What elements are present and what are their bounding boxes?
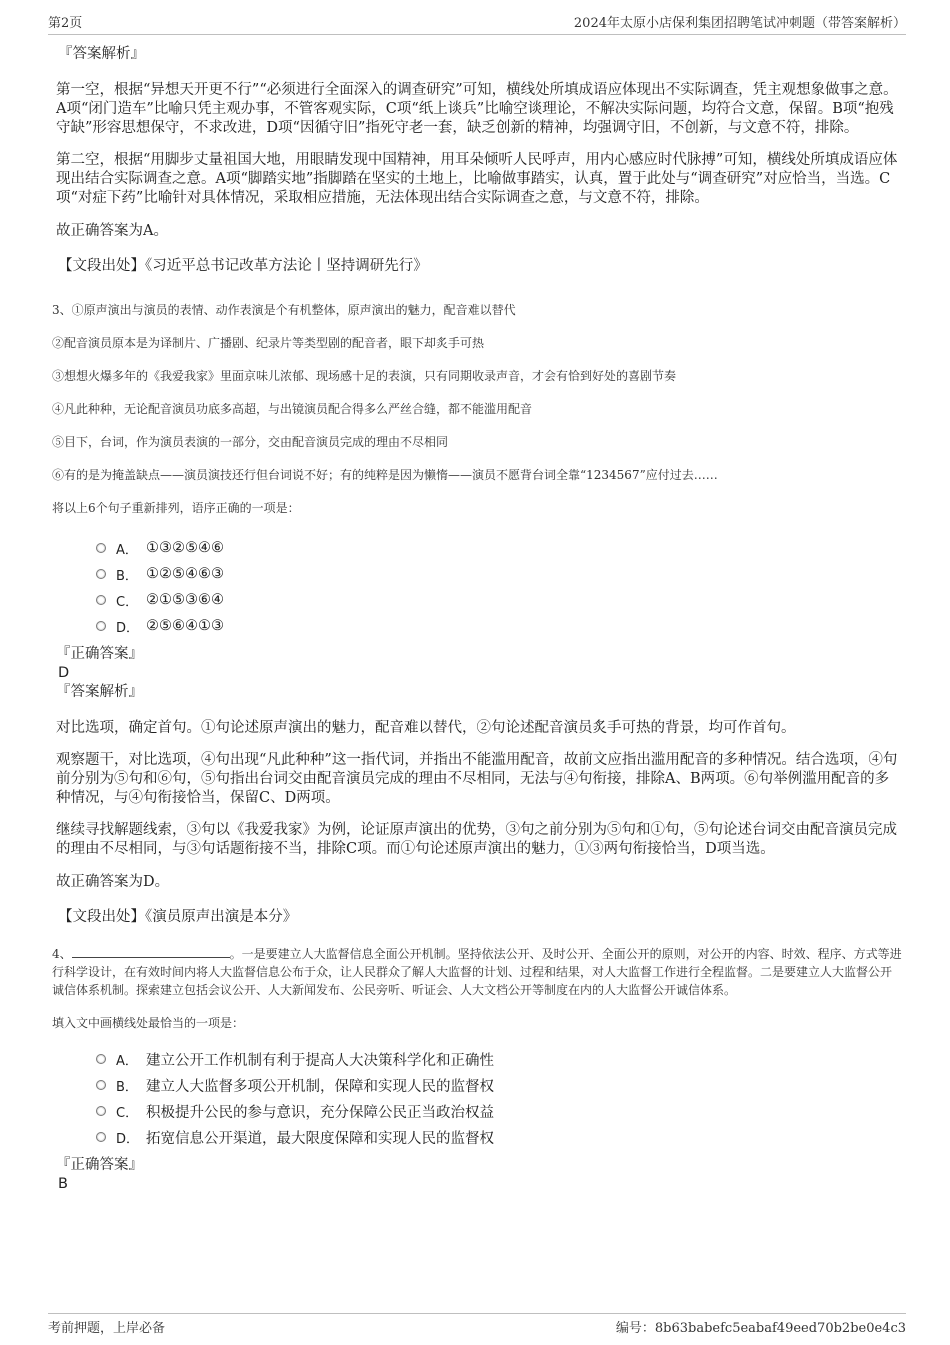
q3-sentence-3: ③想想火爆多年的《我爱我家》里面京味儿浓郁、现场感十足的表演，只有同期收录声音，才会有恰到好处的喜剧节奏 — [52, 369, 677, 383]
q3-analysis-p2: 观察题干，对比选项，④句出现“凡此种种”这一指代词，并指出不能滥用配音，故前文应指出滥用配音的多种情况。结合选项，④句前分别为⑤句和⑥句，⑤句指出台词交由配音演员完成的理由不尽相同，无法与④句衔接，排除A、B两项。⑥句举例滥用配音的多种情况，与④句衔接恰当，保留C、D两项。 — [56, 752, 898, 806]
radio-icon[interactable] — [96, 569, 106, 579]
page-footer — [48, 1313, 906, 1337]
q4-options — [96, 1046, 902, 1150]
radio-icon[interactable] — [96, 1132, 106, 1142]
q2-conclusion: 故正确答案为A。 — [56, 223, 168, 239]
q4-option-c[interactable]: C． 积极提升公民的参与意识，充分保障公民正当政治权益 — [96, 1098, 902, 1124]
q2-analysis-p2: 第二空，根据“用脚步丈量祖国大地，用眼睛发现中国精神，用耳朵倾听人民呼声，用内心感应时代脉搏”可知，横线处所填成语应体现出结合实际调查之意。A项“脚踏实地”指脚踏在坚实的土地上，比喻做事踏实，认真，置于此处与“调查研究”对应恰当，当选。C项“对症下药”比喻针对具体情况，采取相应措施，无法体现出结合实际调查之意，与文意不符，排除。 — [56, 152, 898, 206]
q3-option-b[interactable]: B． ①②⑤④⑥③ — [96, 561, 902, 587]
q3-conclusion: 故正确答案为D。 — [56, 874, 170, 890]
page-number: 第2页 — [48, 16, 83, 31]
q3-analysis-p3: 继续寻找解题线索，③句以《我爱我家》为例，论证原声演出的优势，③句之前分别为⑤句和①句，⑤句论述台词交由配音演员完成的理由不尽相同，与③句话题衔接不当，排除C项。而①句论述原声演出的魅力，①③两句衔接恰当，D项当选。 — [56, 822, 897, 857]
q4-option-d[interactable]: D． 拓宽信息公开渠道，最大限度保障和实现人民的监督权 — [96, 1124, 902, 1150]
q4-prompt: 填入文中画横线处最恰当的一项是： — [52, 1016, 245, 1030]
q3-answer-heading: 『正确答案』 — [56, 646, 143, 662]
document-id: 编号：8b63babefc5eabaf49eed70b2be0e4c3 — [615, 1321, 906, 1336]
fill-in-blank[interactable] — [72, 945, 230, 958]
radio-icon[interactable] — [96, 621, 106, 631]
document-title: 2024年太原小店保利集团招聘笔试冲刺题（带答案解析） — [573, 16, 906, 31]
q3-analysis-heading: 『答案解析』 — [56, 684, 143, 700]
q3-sentence-4: ④凡此种种，无论配音演员功底多高超，与出镜演员配合得多么严丝合缝，都不能滥用配音 — [52, 402, 533, 416]
q4-option-b[interactable]: B． 建立人大监督多项公开机制，保障和实现人民的监督权 — [96, 1072, 902, 1098]
q4-passage: 4、 。一是要建立人大监督信息全面公开机制。坚持依法公开、及时公开、全面公开的原则，对公开的内容、时效、程序、方式等进行科学设计，在有效时间内将人大监督信息公布于众，让人民群众了解人大监督的计划、过程和结果，对人大监督工作进行全程监督。二是要建立人大监督公开诚信体系机制。探索建立包括会议公开、人大新闻发布、公民旁听、听证会、人大文档公开等制度在内的人大监督公开诚信体系。 — [52, 947, 902, 997]
radio-icon[interactable] — [96, 543, 106, 553]
q3-analysis-p1: 对比选项，确定首句。①句论述原声演出的魅力，配音难以替代，②句论述配音演员炙手可热的背景，均可作首句。 — [56, 720, 796, 736]
q2-analysis-heading: 『答案解析』 — [58, 46, 145, 62]
q3-sentence-5: ⑤目下，台词，作为演员表演的一部分，交由配音演员完成的理由不尽相同 — [52, 435, 449, 449]
q4-answer-heading: 『正确答案』 — [56, 1157, 143, 1173]
q3-option-d[interactable]: D． ②⑤⑥④①③ — [96, 613, 902, 639]
footer-slogan: 考前押题，上岸必备 — [48, 1321, 166, 1336]
q4-option-a[interactable]: A． 建立公开工作机制有利于提高人大决策科学化和正确性 — [96, 1046, 902, 1072]
q3-sentence-2: ②配音演员原本是为译制片、广播剧、纪录片等类型剧的配音者，眼下却炙手可热 — [52, 336, 485, 350]
q4-answer: B — [58, 1176, 68, 1192]
q3-sentence-1: 3、①原声演出与演员的表情、动作表演是个有机整体，原声演出的魅力，配音难以替代 — [52, 303, 516, 317]
q3-options — [96, 535, 902, 639]
radio-icon[interactable] — [96, 1080, 106, 1090]
q3-prompt: 将以上6个句子重新排列，语序正确的一项是： — [52, 501, 300, 515]
q3-option-c[interactable]: C． ②①⑤③⑥④ — [96, 587, 902, 613]
q3-sentence-6: ⑥有的是为掩盖缺点——演员演技还行但台词说不好；有的纯粹是因为懒惰——演员不愿背台词全靠“1234567”应付过去…… — [52, 468, 718, 482]
q3-answer: D — [58, 665, 70, 681]
page-header — [48, 12, 906, 35]
q3-option-a[interactable]: A． ①③②⑤④⑥ — [96, 535, 902, 561]
q3-source: 【文段出处】《演员原声出演是本分》 — [58, 909, 298, 925]
radio-icon[interactable] — [96, 595, 106, 605]
document-body — [52, 45, 902, 1194]
q2-source: 【文段出处】《习近平总书记改革方法论丨坚持调研先行》 — [58, 258, 428, 274]
q2-analysis-p1: 第一空，根据“异想天开更不行”“必须进行全面深入的调查研究”可知，横线处所填成语应体现出不实际调查，凭主观想象做事之意。A项“闭门造车”比喻只凭主观办事，不管客观实际，C项“纸上谈兵”比喻空谈理论，不解决实际问题，均符合文意，保留。B项“抱残守缺”形容思想保守，不求改进，D项“因循守旧”指死守老一套，缺乏创新的精神，均强调守旧，不创新，与文意不符，排除。 — [56, 82, 898, 136]
radio-icon[interactable] — [96, 1054, 106, 1064]
radio-icon[interactable] — [96, 1106, 106, 1116]
